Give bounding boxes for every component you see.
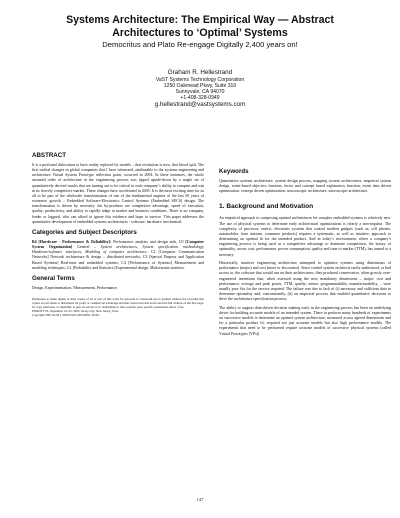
section-1-paragraph-1: An empirical approach to composing optimal architectures for complex embedded systems is relatively new. The use of physical systems to determine early architectural optimizations is clearly a non-sequitur. The complexity of processor centric, electronic systems that control modern gadgets (such as, cell phones, automobiles, base stations, consumer products) requires a systematic, as well as intuitive, approach to determining an optimal fit for the intended product. And in today’s environment, where a company’s engineering process is being used as a competitive advantage to dominate competition, the luxury of optimality, across cost, performance, power consumption, quality and time to market (TTM), has turned to a necessity. bbox=[219, 215, 391, 257]
permission-text: Permission to make digital or hard copies of all or part of this work for personal or classroom use is granted without fee provided that copies are not made or distributed for profit or commercial advantage and that copies bear this notice and the full citation on the first page. To copy otherwise, or republish, to post on servers or to redistribute to lists, requires prior specific permission and/or a fee. bbox=[32, 296, 204, 310]
author-email: g.hellestrand@vastsystems.com bbox=[154, 101, 246, 109]
ccs-b4-text: Performance analysis and design aids, C0 bbox=[111, 238, 186, 244]
copyright-line: Copyright 2005 ACM 1-59593-091-4/05/0009...$5.00. bbox=[32, 313, 100, 318]
general-terms-heading: General Terms bbox=[32, 274, 75, 282]
ccs-b4: B4 [Hardware - Performance & Reliability]: bbox=[32, 238, 112, 244]
page-number: 147 bbox=[196, 497, 204, 502]
section-1-paragraph-2: Historically, intuitive engineering architecture attempted to optimize systems using dimensions of performance (major) and cost (more or less minor). Since control system architects rarely understood, or had access to, the software that would run on their architectures, they produced conservative, often grossly over-engineered inventions that, when assessed using the now mandatory dimensions – major: cost and performance, average and peak power, TTM, quality; minor: programmability, manufacturability, – were usually poor fits for the service required. The failure was due to lack of (i) necessary and sufficient data to determine optimality and, concomitantly, (ii) an empirical process that enabled quantitative decisions to drive the architecture specification process. bbox=[219, 260, 391, 302]
paper-subtitle: Democritus and Plato Re-engage Digitally 2,400 years on! bbox=[102, 40, 298, 49]
left-column bbox=[32, 152, 204, 317]
right-column bbox=[219, 168, 391, 339]
section-1-paragraph-3: The ability to support data-driven decision making early in the engineering process has been an underlying driver for building accurate models of an intended system. There to perform many hundreds of experiments on successive models to determine an optimal system architecture, measured across agreed dimensions and for a particular product fit, required not just accurate models but also high performance models. The experiments that need to be performed require accurate models of successive physical systems (called Virtual Prototypes (VPs)) bbox=[219, 304, 391, 336]
abstract-text: It is a profound dislocation to have reality replaced by models – that revolution is now, that blood spilt. The first radical changes in global companies that I have witnessed, attributable to the systems engineering and architecture Virtual System Prototype inflection point, occurred in 2004. In these instances, the whole assumed order of architecture in the engineering process was tipped upside-down by a single set of quantitatively derived results that are turning out to be critical to each company’s ability to compete and win in its fiercely competitive market. These changes have accelerated in 2005. It is the most exciting time for us all to be part of the wholesale transformation of one of the fundamental engines of the last 50 years of economic growth – Embedded Software-Electronics Control Systems (Embedded SECS) design. The transformation is driven by necessity: the by-products are competitive advantage, speed of execution, quality, productivity, and ability to rapidly adapt to market and business conditions. There is no company, leader or laggard, who can afford to ignore this evidence and hope to survive. This paper addresses the quantitative development of embedded systems architectures - software, hardware, mechanical. bbox=[32, 162, 204, 224]
author-address-line1: 1250 Oakmead Pkwy, Suite 310 bbox=[163, 82, 237, 89]
author-name: Graham R. Hellestrand bbox=[167, 69, 233, 76]
author-org: VaST Systems Technology Corporation bbox=[155, 76, 245, 83]
ccs-c0: [Computer System Organization] bbox=[32, 238, 205, 250]
paper-title: Systems Architecture: The Empirical Way — Abstract Architectures to ‘Optimal’ Systems bbox=[66, 14, 334, 39]
categories-heading: Categories and Subject Descriptors bbox=[32, 228, 137, 236]
section-1-heading: 1. Background and Motivation bbox=[219, 203, 314, 211]
author-block bbox=[0, 69, 400, 109]
author-address-line2: Sunnyvale, CA 94070 bbox=[175, 88, 225, 95]
ccs-c0-italic: System architectures, System specification methodology, Hardware/software interfaces, Modeling of computer architecture; bbox=[32, 244, 204, 255]
paper-header bbox=[0, 14, 400, 49]
abstract-heading: ABSTRACT bbox=[32, 152, 67, 159]
categories-text bbox=[32, 239, 204, 270]
ccs-c0-text: General – bbox=[72, 244, 101, 250]
keywords-heading: Keywords bbox=[219, 168, 249, 175]
general-terms-text: Design, Experimentation, Measurement, Performance. bbox=[32, 284, 118, 290]
author-phone: +1-408-328-0949 bbox=[180, 95, 220, 102]
keywords-text: Quantitative systems architecture, system design process, mapping system architectures, empirical system design, event-based objective function, factor and concept based explanatory function, event data driven optimization, concept driven optimization, macroscopic architecture, microscopic architecture. bbox=[219, 178, 391, 194]
ccs-rest: C2 [Computer Communication Networks] Network architecture & design – distributed networks; C3 [Special Purpose and Application Based Systems] Real-time and embedded systems; C4 [Performance of Systems] Measurement and modeling techniques; G1 [Probability and Statistics] Experimental design, Multivariate statistics. bbox=[32, 249, 204, 270]
permission-notice bbox=[32, 297, 204, 317]
conference-line: EMSOFT’05, September 19–22, 2005, Jersey City, New Jersey, USA. bbox=[32, 309, 119, 314]
